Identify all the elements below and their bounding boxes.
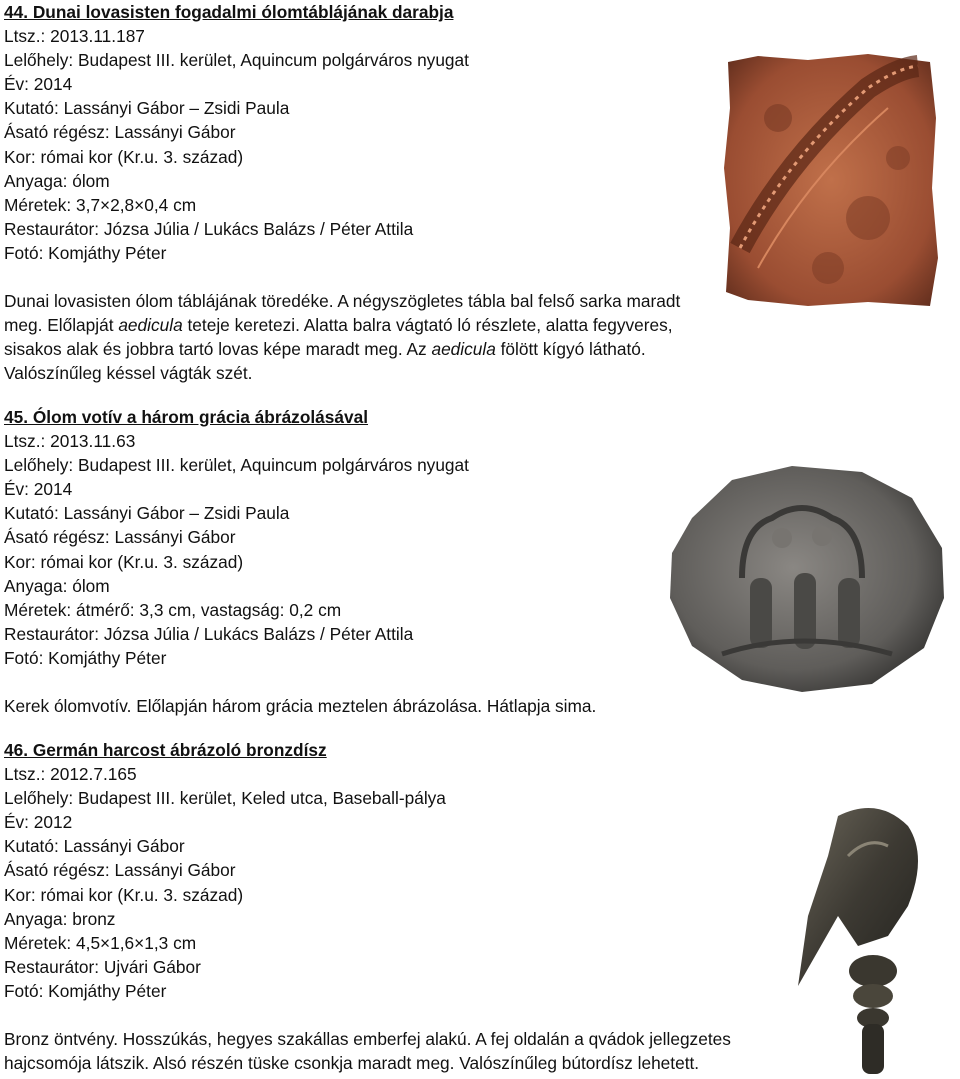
restorer: Restaurátor: Józsa Júlia / Lukács Balázs / Péter Attila [4,218,414,239]
photographer: Fotó: Komjáthy Péter [4,242,167,263]
photographer: Fotó: Komjáthy Péter [4,980,167,1001]
excavating-archaeologist: Ásató régész: Lassányi Gábor [4,527,236,548]
dimensions: Méretek: átmérő: 3,3 cm, vastagság: 0,2 cm [4,599,342,620]
excavating-archaeologist: Ásató régész: Lassányi Gábor [4,860,236,881]
researcher: Kutató: Lassányi Gábor – Zsidi Paula [4,503,290,524]
material: Anyaga: ólom [4,575,110,596]
researcher: Kutató: Lassányi Gábor [4,836,185,857]
find-site: Lelőhely: Budapest III. kerület, Aquincum polgárváros nyugat [4,50,469,71]
find-site: Lelőhely: Budapest III. kerület, Aquincum polgárváros nyugat [4,455,469,476]
period: Kor: római kor (Kr.u. 3. század) [4,551,244,572]
researcher: Kutató: Lassányi Gábor – Zsidi Paula [4,98,290,119]
entry-description: Dunai lovasisten ólom táblájának töredéke. A négyszögletes tábla bal felső sarka maradt meg. Előlapját aedicula teteje keretezi. Alatta balra vágtató ló részlete, alatta fegyveres, sisakos alak és jobbra tartó lovas képe maradt meg. Az aedicula fölött kígyó látható. Valószínűleg késsel vágták szét. [4,291,681,384]
inventory-number: Ltsz.: 2013.11.63 [4,431,136,452]
lead-tablet-photo [718,48,944,312]
entry-description: Bronz öntvény. Hosszúkás, hegyes szakállas emberfej alakú. A fej oldalán a qvádok jellegzetes hajcsomója látszik. Alsó részén tüske csonkja maradt meg. Valószínűleg bútordísz lehetett. [4,1029,731,1074]
entry-title: 45. Ólom votív a három grácia ábrázolásával [4,407,369,427]
year: Év: 2014 [4,479,73,500]
restorer: Restaurátor: Józsa Júlia / Lukács Balázs / Péter Attila [4,623,414,644]
entry-description: Kerek ólomvotív. Előlapján három grácia meztelen ábrázolása. Hátlapja sima. [4,696,597,717]
entry-title: 46. Germán harcost ábrázoló bronzdísz [4,740,327,760]
material: Anyaga: ólom [4,170,110,191]
entry-title: 44. Dunai lovasisten fogadalmi ólomtáblájának darabja [4,2,454,22]
catalog-entry-46 [4,738,731,1075]
bronze-head-ornament-photo [778,796,938,1076]
dimensions: Méretek: 4,5×1,6×1,3 cm [4,932,197,953]
material: Anyaga: bronz [4,908,116,929]
inventory-number: Ltsz.: 2012.7.165 [4,764,137,785]
lead-votive-disc-photo [662,458,950,694]
year: Év: 2014 [4,74,73,95]
find-site: Lelőhely: Budapest III. kerület, Keled utca, Baseball-pálya [4,788,446,809]
dimensions: Méretek: 3,7×2,8×0,4 cm [4,194,197,215]
photographer: Fotó: Komjáthy Péter [4,647,167,668]
catalog-entry-44 [4,0,724,386]
catalog-entry-45 [4,405,724,718]
period: Kor: római kor (Kr.u. 3. század) [4,146,244,167]
period: Kor: római kor (Kr.u. 3. század) [4,884,244,905]
inventory-number: Ltsz.: 2013.11.187 [4,26,145,47]
restorer: Restaurátor: Ujvári Gábor [4,956,201,977]
year: Év: 2012 [4,812,73,833]
italic-term: aedicula [431,339,496,360]
italic-term: aedicula [118,315,183,336]
excavating-archaeologist: Ásató régész: Lassányi Gábor [4,122,236,143]
